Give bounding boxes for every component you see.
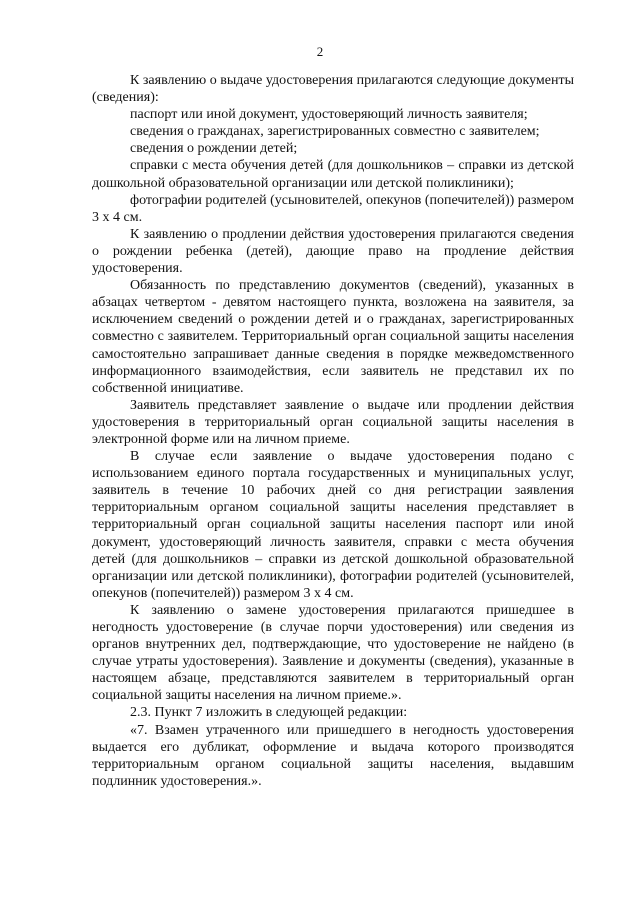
paragraph: справки с места обучения детей (для дошкольников – справки из детской дошкольной образовательной организации или детской поликлиники); [92,158,574,191]
paragraph: 2.3. Пункт 7 изложить в следующей редакции: [130,705,408,721]
page-number: 2 [316,44,324,59]
paragraph: сведения о гражданах, зарегистрированных совместно с заявителем; [130,124,540,140]
paragraph: Обязанность по представлению документов (сведений), указанных в абзацах четвертом - девятом настоящего пункта, возложена на заявителя, за исключением сведений о рождении детей и о гражданах, зарегистрированных совместно с заявителем. Территориальный орган социальной защиты населения самостоятельно запрашивает данные сведения в порядке межведомственного информационного взаимодействия, если заявитель не представил их по собственной инициативе. [92,278,574,396]
paragraph: фотографии родителей (усыновителей, опекунов (попечителей)) размером 3 x 4 см. [92,192,574,225]
document-body [92,72,574,790]
paragraph: паспорт или иной документ, удостоверяющий личность заявителя; [130,107,528,123]
paragraph: К заявлению о замене удостоверения прилагаются пришедшее в негодность удостоверение (в случае порчи удостоверения) или сведения из органов внутренних дел, подтверждающие, что удостоверение не найдено (в случае утраты удостоверения). Заявление и документы (сведения), указанные в настоящем абзаце, представляются заявителем в территориальный орган социальной защиты населения на личном приеме.». [92,602,574,704]
paragraph: Заявитель представляет заявление о выдаче или продлении действия удостоверения в территориальный орган социальной защиты населения в электронной форме или на личном приеме. [92,397,574,447]
paragraph: В случае если заявление о выдаче удостоверения подано с использованием единого портала государственных и муниципальных услуг, заявитель в течение 10 рабочих дней со дня регистрации заявления территориальным органом социальной защиты населения представляет в территориальный орган социальной защиты населения паспорт или иной документ, удостоверяющий личность заявителя, справки с места обучения детей (для дошкольников – справки из детской дошкольной образовательной организации или детской поликлиники), фотографии родителей (усыновителей, опекунов (попечителей)) размером 3 x 4 см. [92,449,574,601]
paragraph: «7. Взамен утраченного или пришедшего в негодность удостоверения выдается его дубликат, оформление и выдача которого производятся территориальным органом социальной защиты населения, выдавшим подлинник удостоверения.». [92,722,574,789]
paragraph: К заявлению о продлении действия удостоверения прилагаются сведения о рождении ребенка (детей), дающие право на продление действия удостоверения. [92,226,574,277]
paragraph: сведения о рождении детей; [130,141,298,157]
paragraph: К заявлению о выдаче удостоверения прилагаются следующие документы (сведения): [92,73,574,106]
